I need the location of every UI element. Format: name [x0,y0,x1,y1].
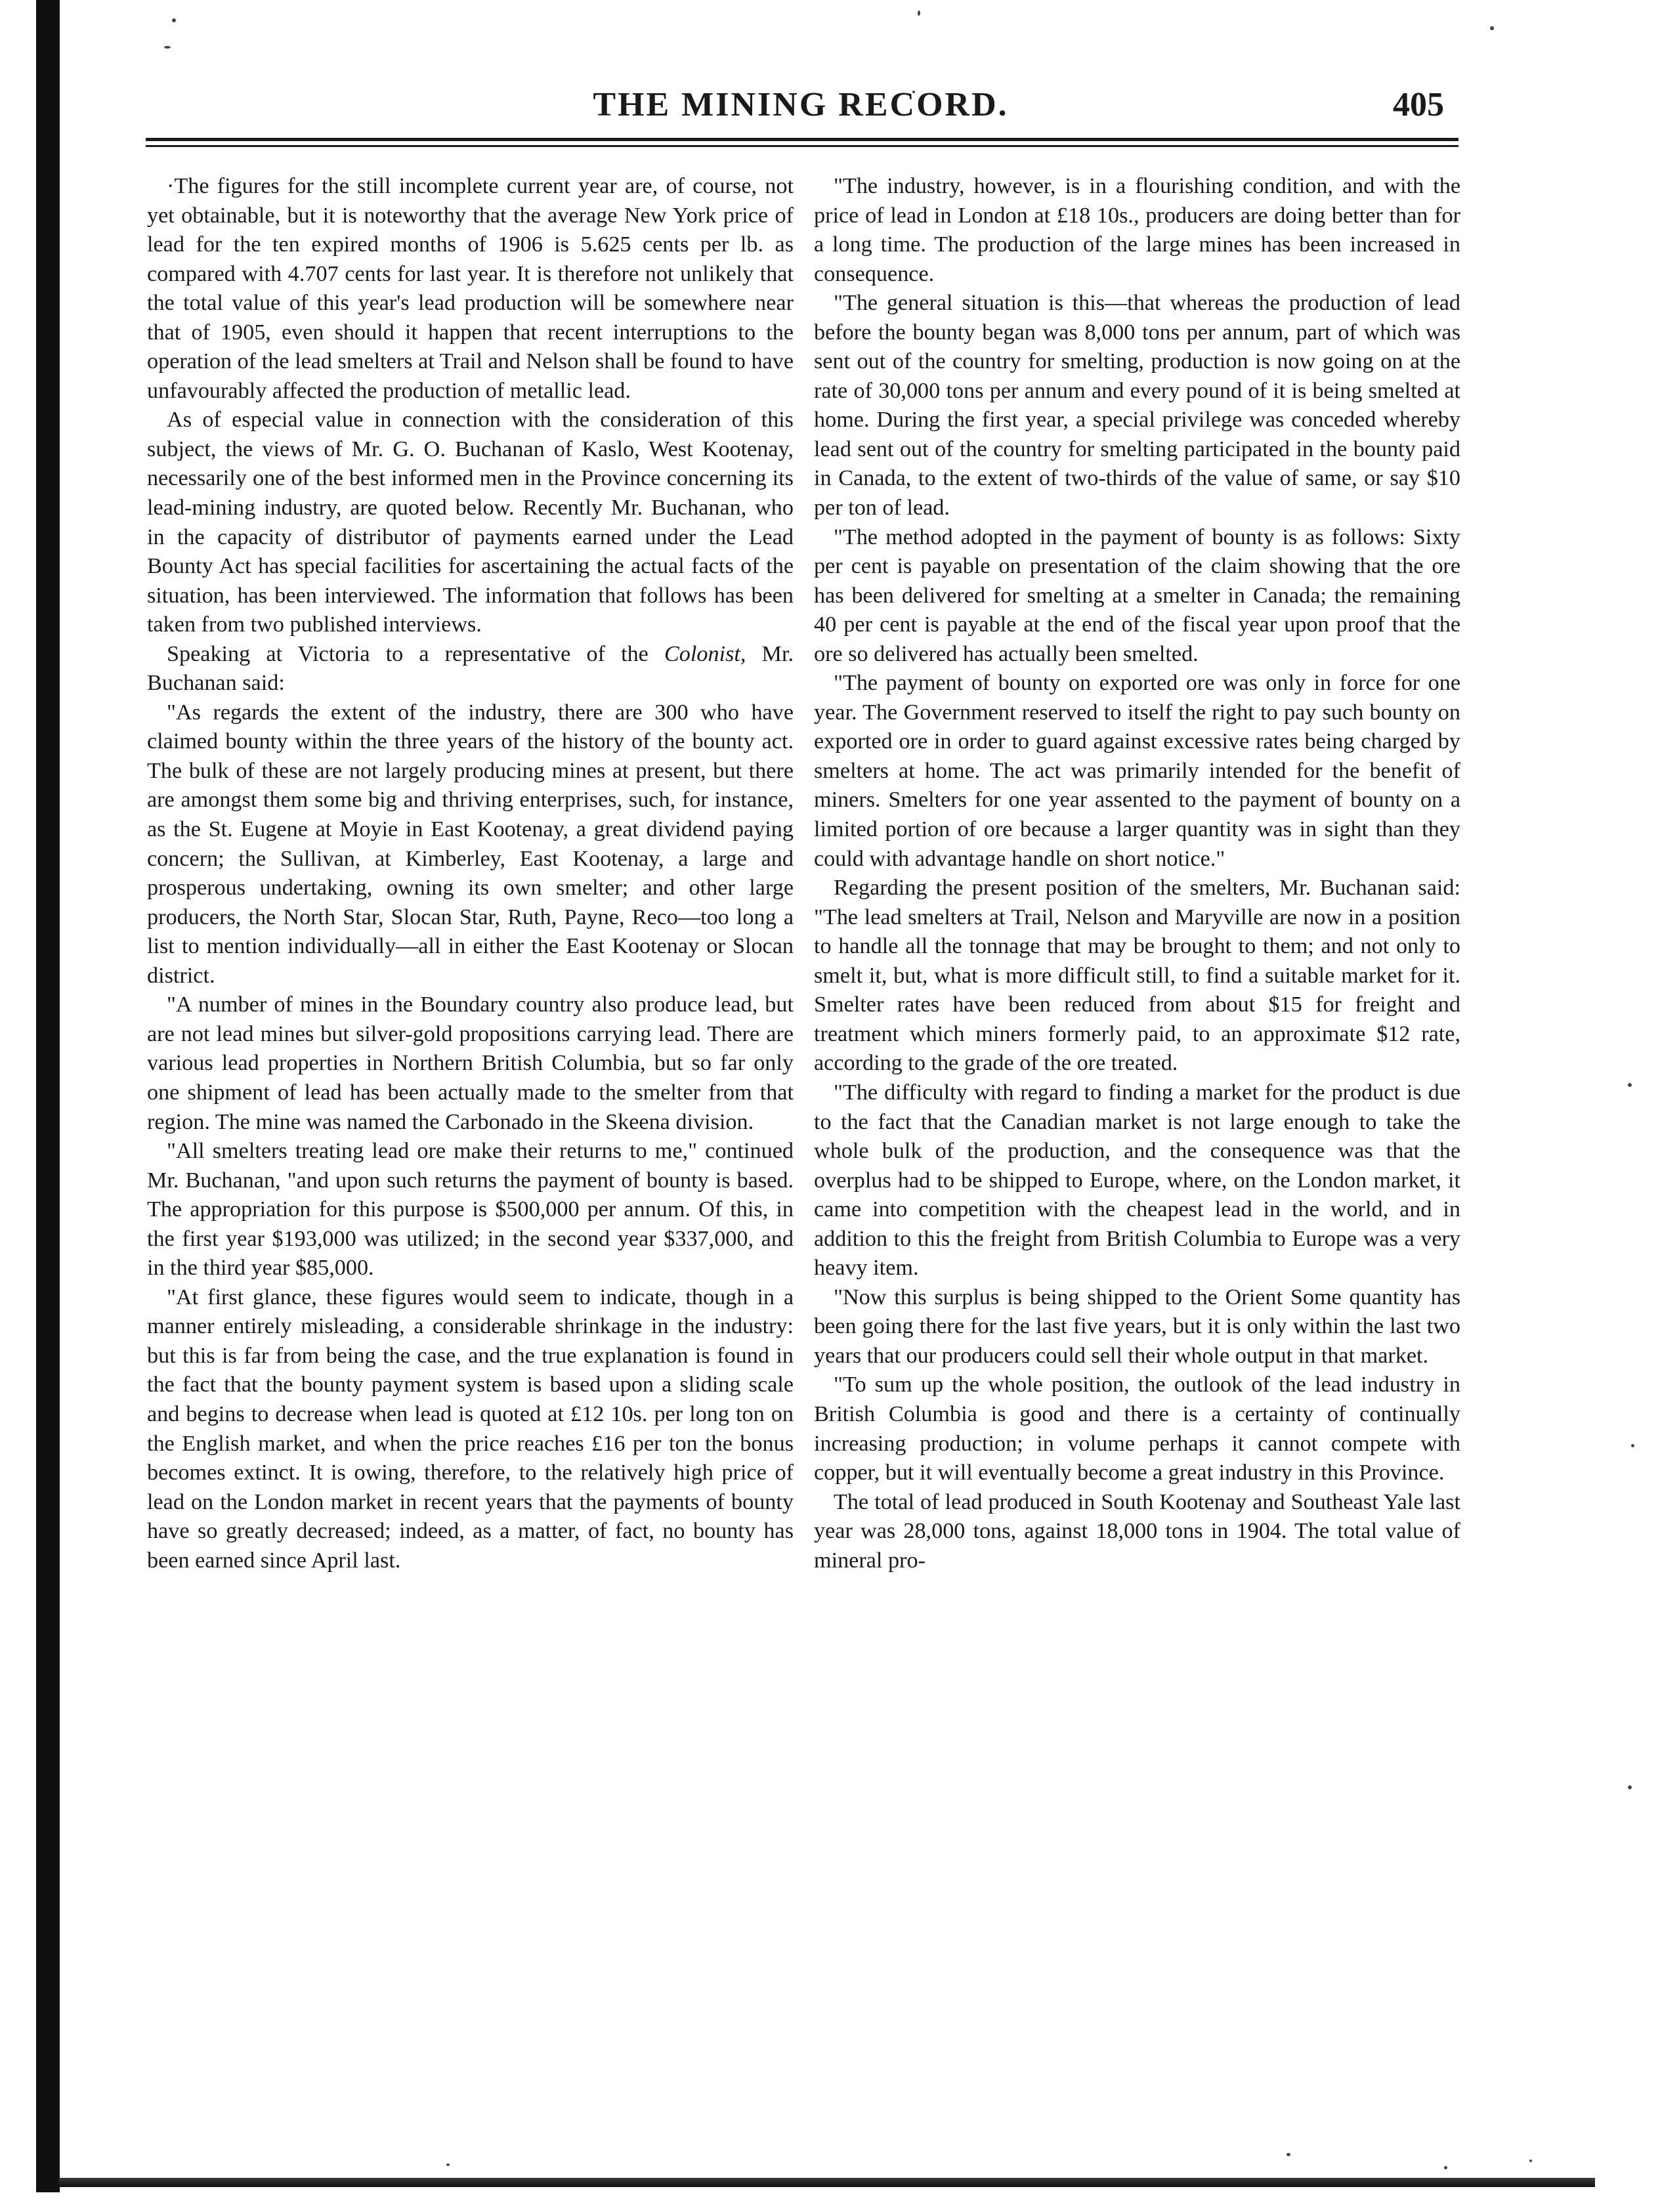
paragraph: "The general situation is this—that whereas the production of lead before the bounty began was 8,000 tons per annum, part of which was sent out of the country for smelting, production is now going on at the rate of 30,000 tons per annum and every pound of it is being smelted at home. During the first year, a special privilege was conceded whereby lead sent out of the country for smelting participated in the bounty paid in Canada, to the extent of two-thirds of the value of same, or say $10 per ton of lead. [814,291,1460,521]
paragraph: "Now this surplus is being shipped to the Orient Some quantity has been going there for the last five years, but it is only within the last two years that our producers could sell their whole output in that market. [814,1285,1460,1368]
paragraph: "The payment of bounty on exported ore was only in force for one year. The Government reserved to itself the right to pay such bounty on exported ore in order to guard against excessive rates being charged by smelters at home. The act was primarily intended for the benefit of miners. Smelters for one year assented to the payment of bounty on a limited portion of ore because a larger quantity was in sight than they could with advantage handle on short notice." [814,671,1460,871]
header-rule-thin [146,145,1458,147]
paragraph: "At first glance, these figures would seem to indicate, though in a manner entirely misleading, a considerable shrinkage in the industry: but this is far from being the case, and the true explanation is found in the fact that the bounty payment system is based upon a sliding scale and begins to decrease when lead is quoted at £12 10s. per long ton on the English market, and when the price reaches £16 per ton the bonus becomes extinct. It is owing, therefore, to the relatively high price of lead on the London market in recent years that the payments of bounty have so greatly decreased; indeed, as a matter, of fact, no bounty has been earned since April last. [147,1285,794,1573]
left-column [147,172,794,1575]
paragraph: Speaking at Victoria to a representative of the Colonist, Mr. Buchanan said: [147,641,794,696]
paragraph: The total of lead produced in South Kootenay and Southeast Yale last year was 28,000 tons, against 18,000 tons in 1904. The total value of mineral pro- [814,1489,1460,1573]
paragraph: Regarding the present position of the smelters, Mr. Buchanan said: "The lead smelters at Trail, Nelson and Maryville are now in a position to handle all the tonnage that may be brought to them; and not only to smelt it, but, what is more difficult still, to find a suitable market for it. Smelter rates have been reduced from about $15 for freight and treatment which miners formerly paid, to an approximate $12 rate, according to the grade of the ore treated. [814,876,1460,1076]
paragraph: As of especial value in connection with the consideration of this subject, the views of Mr. G. O. Buchanan of Kaslo, West Kootenay, necessarily one of the best informed men in the Province concerning its lead-mining industry, are quoted below. Recently Mr. Buchanan, who in the capacity of distributor of payments earned under the Lead Bounty Act has special facilities for ascertaining the actual facts of the situation, has been interviewed. The information that follows has been taken from two published interviews. [147,408,794,637]
paragraph: "As regards the extent of the industry, there are 300 who have claimed bounty within the three years of the history of the bounty act. The bulk of these are not largely producing mines at present, but there are amongst them some big and thriving enterprises, such, for instance, as the St. Eugene at Moyie in East Kootenay, a great dividend paying concern; the Sullivan, at Kimberley, East Kootenay, a large and prosperous undertaking, owning its own smelter; and other large producers, the North Star, Slocan Star, Ruth, Payne, Reco—too long a list to mention individually—all in either the East Kootenay or Slocan district. [147,700,794,988]
paragraph: "To sum up the whole position, the outlook of the lead industry in British Columbia is good and there is a certainty of continually increasing production; in volume perhaps it cannot compete with copper, but it will eventually become a great industry in this Province. [814,1372,1460,1485]
header-rule-thick [146,138,1458,141]
page-bottom-edge [59,2178,1595,2187]
journal-title: THE MINING RECORD. [593,86,1009,123]
paragraph: "A number of mines in the Boundary country also produce lead, but are not lead mines but silver-gold propositions carrying lead. There are various lead properties in Northern British Columbia, but so far only one shipment of lead has been actually made to the smelter from that region. The mine was named the Carbonado in the Skeena division. [147,992,794,1134]
page-number: 405 [1393,86,1444,123]
italic-newspaper-name: Colonist, [664,641,746,666]
paragraph: "The difficulty with regard to finding a market for the product is due to the fact that the Canadian market is not large enough to take the whole bulk of the production, and the consequence was that the overplus had to be shipped to Europe, where, on the London market, it came into competition with the cheapest lead in the world, and in addition to this the freight from British Columbia to Europe was a very heavy item. [814,1080,1460,1281]
paragraph: "The industry, however, is in a flourishing condition, and with the price of lead in London at £18 10s., producers are doing better than for a long time. The production of the large mines has been increased in consequence. [814,174,1460,286]
page-binding-edge [36,0,60,2192]
paragraph: ·The figures for the still incomplete current year are, of course, not yet obtainable, but it is noteworthy that the average New York price of lead for the ten expired months of 1906 is 5.625 cents per lb. as compared with 4.707 cents for last year. It is therefore not unlikely that the total value of this year's lead production will be somewhere near that of 1905, even should it happen that recent interruptions to the operation of the lead smelters at Trail and Nelson shall be found to have unfavourably affected the production of metallic lead. [147,174,794,403]
paragraph: "All smelters treating lead ore make their returns to me," continued Mr. Buchanan, "and upon such returns the payment of bounty is based. The appropriation for this purpose is $500,000 per annum. Of this, in the first year $193,000 was utilized; in the second year $337,000, and in the third year $85,000. [147,1139,794,1281]
running-head [144,85,1457,138]
right-column [814,172,1460,1575]
paragraph: "The method adopted in the payment of bounty is as follows: Sixty per cent is payable on presentation of the claim showing that the ore has been delivered for smelting at a smelter in Canada; the remaining 40 per cent is payable at the end of the fiscal year upon proof that the ore so delivered has actually been smelted. [814,524,1460,666]
